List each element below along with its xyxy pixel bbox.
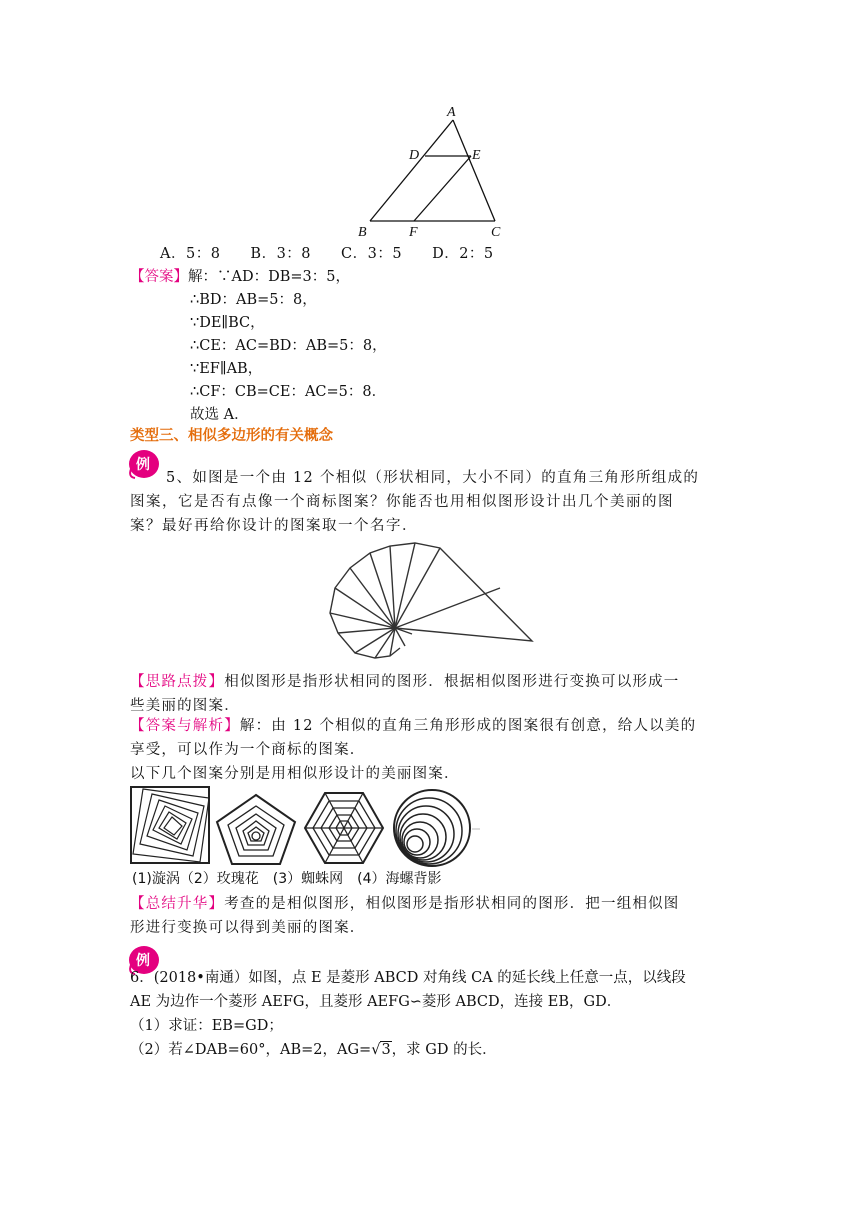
answer-tag: 【答案】 <box>130 269 188 285</box>
svg-text:例: 例 <box>136 457 150 473</box>
label-E: E <box>472 148 481 163</box>
summary-tag: 【总结升华】 <box>130 896 225 912</box>
patterns-caption: (1)漩涡（2）玫瑰花 (3）蜘蛛网 (4）海螺背影 <box>132 871 442 887</box>
q6-line1: 6．(2018•南通）如图，点 E 是菱形 ABCD 对角线 CA 的延长线上任意一点，以线段 <box>130 970 686 986</box>
q6-sub1: （1）求证：EB=GD； <box>130 1018 283 1034</box>
section-heading: 类型三、相似多边形的有关概念 <box>130 428 333 444</box>
label-C: C <box>491 225 501 240</box>
pattern-vortex-figure <box>128 784 214 866</box>
answer-choices: A．5：8 B．3：8 C．3：5 D．2：5 <box>160 246 494 262</box>
hint-tag: 【思路点拨】 <box>130 674 225 690</box>
q5-line1: 5、如图是一个由 12 个相似（形状相同，大小不同）的直角三角形所组成的 <box>166 470 700 486</box>
answer-step: ∵DE∥BC， <box>190 315 265 331</box>
pattern-rose-figure <box>213 792 299 866</box>
summary-paragraph: 【总结升华】考查的是相似图形，相似图形是指形状相同的图形．把一组相似图 形进行变换可以得到美丽的图案． <box>130 896 680 936</box>
answer-step: ∴CE：AC=BD：AB=5：8， <box>190 338 387 354</box>
label-A: A <box>447 105 456 120</box>
answer-step: ∵EF∥AB， <box>190 361 263 377</box>
answer-first-line: 【答案】解：∵AD：DB=3：5， <box>130 269 350 285</box>
q6-sub2: （2）若∠DAB=60°，AB=2，AG=√3，求 GD 的长． <box>130 1042 497 1058</box>
spiral-triangles-figure <box>320 538 540 668</box>
triangle-figure <box>355 100 515 240</box>
pattern-web-figure <box>303 790 385 866</box>
pattern-conch-figure <box>388 787 484 869</box>
analysis-tag: 【答案与解析】 <box>130 718 240 734</box>
example-badge-icon <box>127 447 163 481</box>
label-F: F <box>409 225 418 240</box>
label-D: D <box>409 148 420 163</box>
q5-line2: 图案，它是否有点像一个商标图案？你能否也用相似图形设计出几个美丽的图 <box>130 494 674 510</box>
analysis-paragraph: 【答案与解析】解：由 12 个相似的直角三角形形成的图案很有创意，给人以美的 享受，可以作为一个商标的图案． 以下几个图案分别是用相似形设计的美丽图案． <box>130 718 697 782</box>
answer-step: ∴BD：AB=5：8， <box>190 292 317 308</box>
answer-step: 故选 A． <box>190 407 249 423</box>
label-B: B <box>358 225 367 240</box>
answer-step: ∴CF：CB=CE：AC=5：8． <box>190 384 387 400</box>
q6-line2: AE 为边作一个菱形 AEFG，且菱形 AEFG∽菱形 ABCD，连接 EB，GD． <box>130 994 622 1010</box>
q5-line3: 案？最好再给你设计的图案取一个名字． <box>130 518 418 534</box>
hint-paragraph: 【思路点拨】相似图形是指形状相同的图形．根据相似图形进行变换可以形成一 些美丽的图案． <box>130 674 680 714</box>
sqrt-symbol: √3 <box>371 1042 391 1058</box>
svg-text:例: 例 <box>136 953 150 969</box>
